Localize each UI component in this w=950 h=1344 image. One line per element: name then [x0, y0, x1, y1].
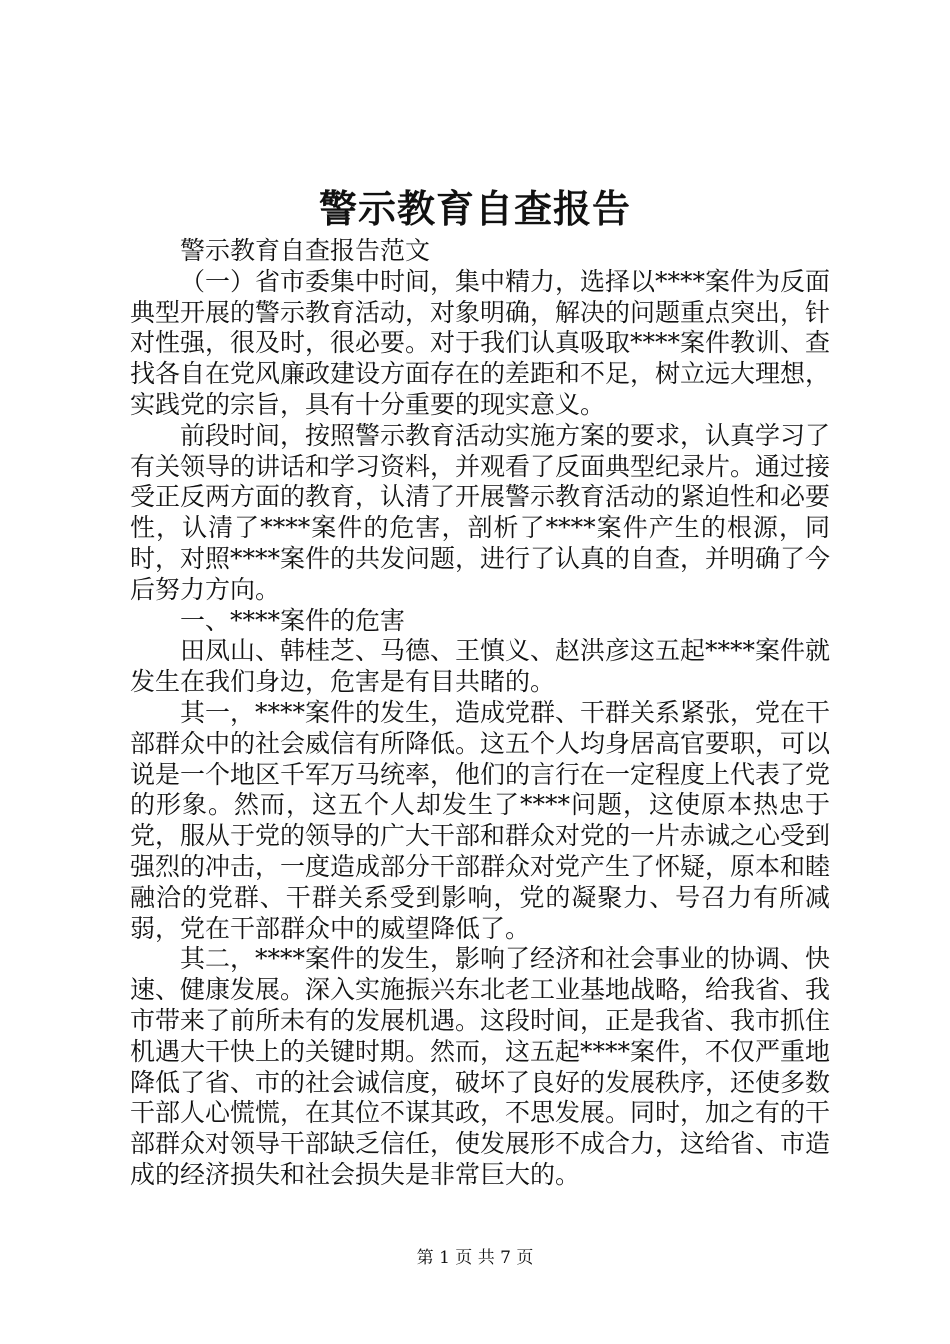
- paragraph-subtitle: 警示教育自查报告范文: [180, 236, 431, 265]
- document-body: [130, 236, 830, 1191]
- paragraph: （一）省市委集中时间，集中精力，选择以****案件为反面典型开展的警示教育活动，对象明确，解决的问题重点突出，针对性强，很及时，很必要。对于我们认真吸取****案件教训、查找各自在党风廉政建设方面存在的差距和不足，树立远大理想，实践党的宗旨，具有十分重要的现实意义。: [130, 266, 831, 419]
- paragraph: 田凤山、韩桂芝、马德、王慎义、赵洪彦这五起****案件就发生在我们身边，危害是有目共睹的。: [130, 636, 831, 697]
- document-title: 警示教育自查报告: [318, 187, 631, 231]
- section-heading: 一、****案件的危害: [180, 605, 406, 635]
- paragraph: 前段时间，按照警示教育活动实施方案的要求，认真学习了有关领导的讲话和学习资料，并观看了反面典型纪录片。通过接受正反两方面的教育，认清了开展警示教育活动的紧迫性和必要性，认清了****案件的危害，剖析了****案件产生的根源，同时，对照****案件的共发问题，进行了认真的自查，并明确了今后努力方向。: [130, 420, 831, 604]
- paragraph: 其一，****案件的发生，造成党群、干群关系紧张，党在干部群众中的社会威信有所降低。这五个人均身居高官要职，可以说是一个地区千军万马统率，他们的言行在一定程度上代表了党的形象。然而，这五个人却发生了****问题，这使原本热忠于党，服从于党的领导的广大干部和群众对党的一片赤诚之心受到强烈的冲击，一度造成部分干部群众对党产生了怀疑，原本和睦融洽的党群、干群关系受到影响，党的凝聚力、号召力有所减弱，党在干部群众中的威望降低了。: [130, 697, 831, 943]
- page-footer: 第 1 页 共 7 页: [416, 1248, 534, 1268]
- paragraph: 其二，****案件的发生，影响了经济和社会事业的协调、快速、健康发展。深入实施振兴东北老工业基地战略，给我省、我市带来了前所未有的发展机遇。这段时间，正是我省、我市抓住机遇大干快上的关键时期。然而，这五起****案件，不仅严重地降低了省、市的社会诚信度，破坏了良好的发展秩序，还使多数干部人心慌慌，在其位不谋其政，不思发展。同时，加之有的干部群众对领导干部缺乏信任，使发展形不成合力，这给省、市造成的经济损失和社会损失是非常巨大的。: [130, 944, 831, 1189]
